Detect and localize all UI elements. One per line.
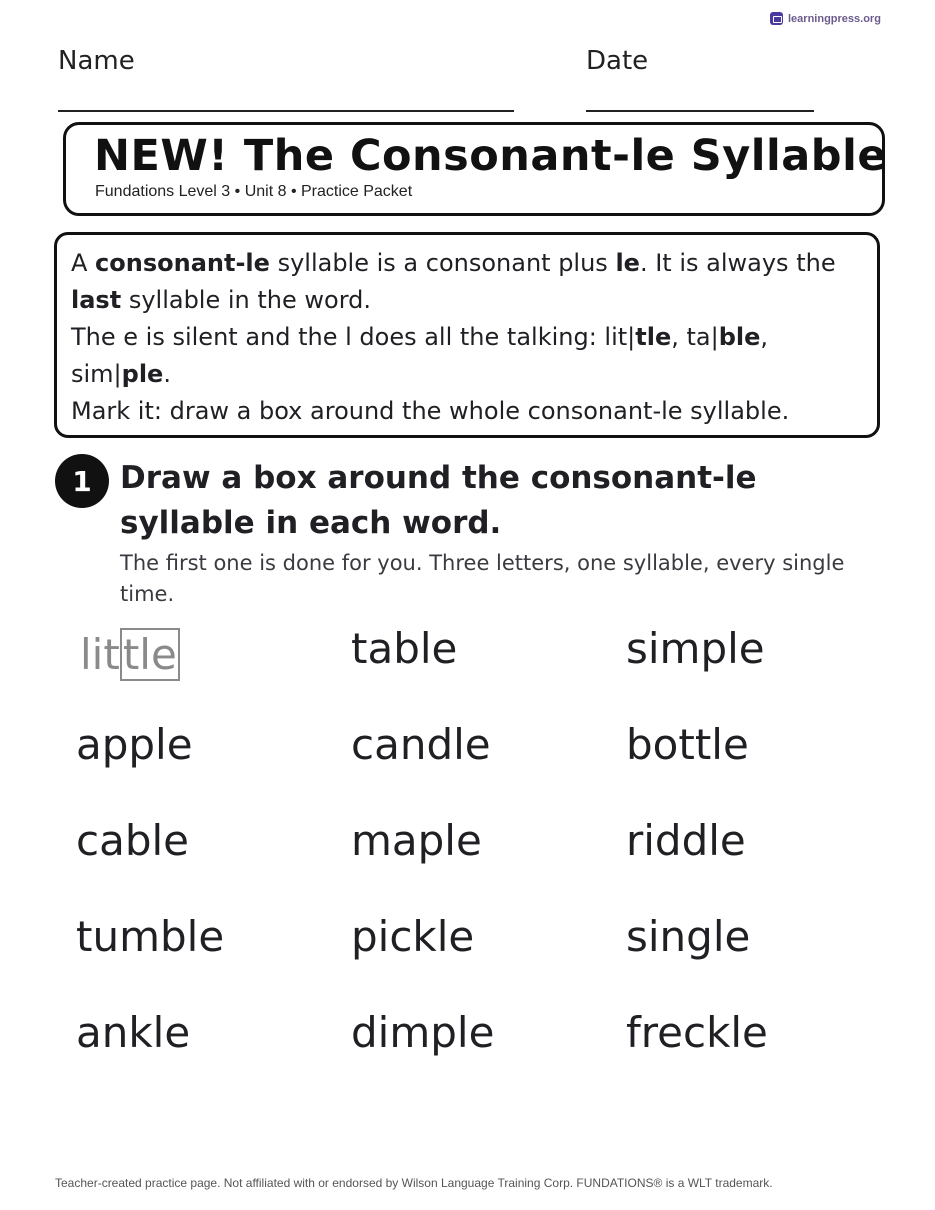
exercise-sub-instruction: The first one is done for you. Three letters, one syllable, every single time.	[120, 551, 845, 606]
word-item[interactable]: freckle	[626, 1008, 768, 1057]
rule-line-1: A consonant-le syllable is a consonant plus le. It is always the last syllable in the word.	[71, 249, 836, 314]
word-item[interactable]: ankle	[76, 1008, 191, 1057]
title-box	[63, 122, 885, 216]
word-item[interactable]: dimple	[351, 1008, 495, 1057]
example-word: little	[80, 634, 180, 676]
page-title: NEW! The Consonant-le Syllable	[94, 131, 887, 181]
date-line	[586, 110, 814, 112]
word-item[interactable]: tumble	[76, 912, 225, 961]
word-item[interactable]: maple	[351, 816, 482, 865]
exercise-number-badge: 1	[55, 454, 109, 508]
word-item[interactable]: simple	[626, 624, 765, 673]
word-item[interactable]: bottle	[626, 720, 749, 769]
brand-text: learningpress.org	[788, 12, 881, 25]
word-item[interactable]: cable	[76, 816, 189, 865]
example-box: tle	[120, 628, 180, 681]
page-subtitle: Fundations Level 3 • Unit 8 • Practice Packet	[95, 183, 413, 200]
rule-box	[54, 232, 880, 438]
brand-logo	[770, 12, 881, 25]
word-item[interactable]: single	[626, 912, 751, 961]
word-item[interactable]: pickle	[351, 912, 475, 961]
book-icon	[770, 12, 783, 25]
rule-line-3: Mark it: draw a box around the whole consonant-le syllable.	[71, 397, 790, 425]
footer-disclaimer: Teacher-created practice page. Not affiliated with or endorsed by Wilson Language Training Corp. FUNDATIONS® is a WLT trademark.	[55, 1176, 773, 1190]
exercise-instruction: Draw a box around the consonant-le syllable in each word.	[120, 460, 757, 541]
word-item[interactable]: table	[351, 624, 458, 673]
name-label: Name	[58, 46, 135, 76]
word-item[interactable]: apple	[76, 720, 193, 769]
rule-line-2: The e is silent and the l does all the talking: lit|tle, ta|ble, sim|ple.	[71, 323, 769, 388]
date-label: Date	[586, 46, 649, 76]
word-item[interactable]: candle	[351, 720, 491, 769]
name-line	[58, 110, 514, 112]
word-item[interactable]: riddle	[626, 816, 746, 865]
